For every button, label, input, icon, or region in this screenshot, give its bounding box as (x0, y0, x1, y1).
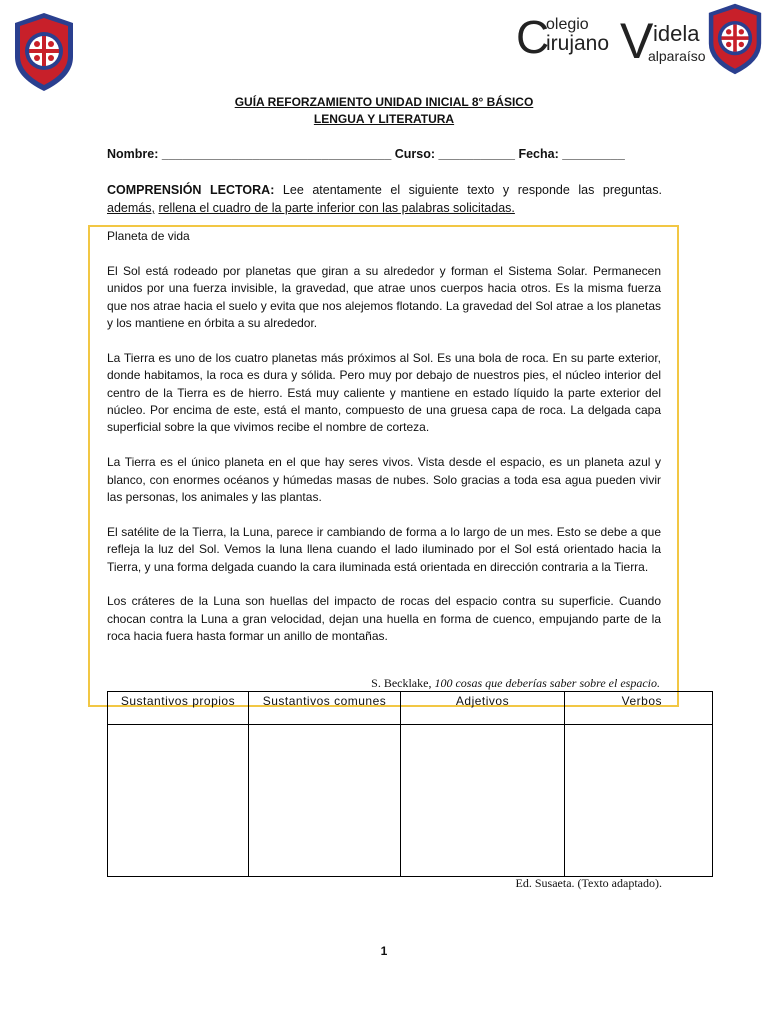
shield-crest-icon (705, 2, 765, 76)
school-crest-right (705, 2, 768, 84)
logo-initial-v: V (620, 13, 654, 67)
student-info-line: Nombre: _________________________________ Curso: ___________ Fecha: _________ (107, 147, 625, 161)
logo-valparaiso: alparaíso (648, 48, 706, 64)
word-classification-table (107, 691, 713, 877)
instructions (107, 181, 662, 217)
cell-adjectives[interactable] (401, 725, 565, 877)
reading-paragraph: El Sol está rodeado por planetas que giran a su alrededor y forman el Sistema Solar. Permanecen unidos por una fuerza invisible, la gravedad, que atrae unos cuerpos hacia otros. Es la misma fuerza que nos atrae hacia el suelo y evita que nos alejemos flotando. La gravedad del Sol atrae a los planetas y los mantiene en órbita a su alrededor. (107, 263, 661, 331)
reading-paragraph: Los cráteres de la Luna son huellas del impacto de rocas del espacio contra su superficie. Cuando chocan contra la Luna a gran velocidad, dejan una huella en forma de cuenco, empujando parte de la roca hacia fuera hasta formar un anillo de montañas. (107, 594, 661, 644)
document-subtitle: LENGUA Y LITERATURA (313, 112, 455, 126)
logo-colegio: olegio (546, 16, 589, 33)
header-proper-nouns: Sustantivos propios (108, 692, 249, 725)
logo-initial-c: C (516, 11, 550, 63)
logo-videla: idela (653, 21, 700, 46)
reading-text (107, 228, 661, 663)
reading-paragraph: El satélite de la Tierra, la Luna, parece ir cambiando de forma a lo largo de un mes. Esto se debe a que refleja la luz del Sol. Vemos la luna llena cuando el lado iluminado por el Sol está orientado hacia la Tierra, y una forma delgada cuando la cara iluminada está orientada en dirección contraria a la Tierra. (107, 524, 661, 574)
instructions-text: Lee atentamente el siguiente texto y responde las preguntas. (274, 183, 662, 197)
cell-proper-nouns[interactable] (108, 725, 249, 877)
reading-paragraph: La Tierra es el único planeta en el que hay seres vivos. Vista desde el espacio, es un planeta azul y blanco, con enormes océanos y húmedas masas de nubes. Solo gracias a toda esa agua pueden vivir las personas, los animales y las plantas. (107, 455, 661, 505)
document-title: GUÍA REFORZAMIENTO UNIDAD INICIAL 8° BÁSICO (234, 95, 534, 109)
school-crest-left (11, 11, 77, 93)
reading-title: Planeta de vida (107, 229, 190, 243)
citation-title: 100 cosas que deberías saber sobre el espacio. (434, 676, 660, 690)
source-note: Ed. Susaeta. (Texto adaptado). (515, 876, 662, 890)
page-number: 1 (380, 944, 388, 958)
cell-verbs[interactable] (565, 725, 713, 877)
table-row (108, 725, 713, 877)
shield-crest-icon (11, 11, 77, 93)
school-logo (516, 9, 706, 67)
header-adjectives: Adjetivos (401, 692, 565, 725)
citation-author: S. Becklake, (371, 676, 435, 690)
header-verbs: Verbos (565, 692, 713, 725)
instructions-label: COMPRENSIÓN LECTORA: (107, 183, 275, 197)
header-common-nouns: Sustantivos comunes (249, 692, 401, 725)
citation (330, 676, 660, 691)
instructions-underlined-1: además, (107, 201, 155, 215)
cell-common-nouns[interactable] (249, 725, 401, 877)
logo-cirujano: irujano (546, 32, 610, 55)
instructions-underlined-2: rellena el cuadro de la parte inferior con las palabras solicitadas. (158, 201, 515, 215)
reading-paragraph: La Tierra es uno de los cuatro planetas más próximos al Sol. Es una bola de roca. En su parte exterior, donde habitamos, la roca es dura y sólida. Pero muy por debajo de nuestros pies, el núcleo interior del centro de la Tierra es de hierro. Está muy caliente y mantiene en estado líquido la parte exterior del núcleo. Por encima de este, está el manto, compuesto de una gruesa capa de roca. La delgada capa superficial sobre la que vivimos recibe el nombre de corteza. (107, 350, 661, 435)
table-header-row (108, 692, 713, 725)
